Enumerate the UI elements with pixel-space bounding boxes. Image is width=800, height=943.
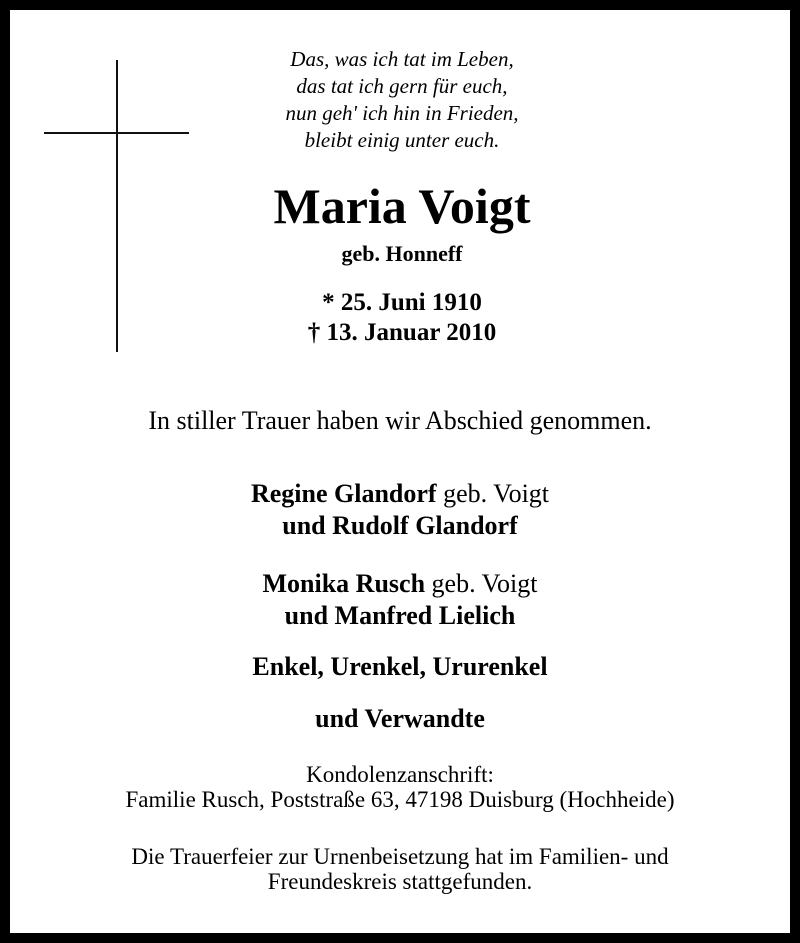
poem: [202, 46, 602, 154]
deceased-name: Maria Voigt: [273, 178, 531, 234]
death-date: † 13. Januar 2010: [307, 319, 497, 346]
family-line: [10, 568, 790, 600]
family-member-maiden-name: geb. Voigt: [443, 479, 550, 508]
poem-line: das tat ich gern für euch,: [296, 74, 508, 98]
relatives-line: und Verwandte: [315, 704, 485, 733]
cross-horizontal-beam: [44, 132, 189, 134]
family-line: [10, 478, 790, 510]
funeral-notice: [10, 844, 790, 894]
family-group-1: [10, 478, 790, 542]
family-member-maiden-name: geb. Voigt: [431, 569, 538, 598]
family-member-name: Monika Rusch: [262, 569, 426, 598]
condolence-label: Kondolenzanschrift:: [306, 762, 494, 787]
condolence-address: Familie Rusch, Poststraße 63, 47198 Duisburg (Hochheide): [125, 787, 675, 812]
poem-line: nun geh' ich hin in Frieden,: [285, 101, 519, 125]
family-partner: und Manfred Lielich: [284, 601, 516, 630]
birth-date: * 25. Juni 1910: [322, 289, 482, 316]
life-dates: [202, 288, 602, 348]
poem-line: Das, was ich tat im Leben,: [290, 47, 514, 71]
condolence-address-block: [10, 762, 790, 812]
obituary-card: [10, 10, 790, 933]
mourning-statement: In stiller Trauer haben wir Abschied genommen.: [148, 406, 652, 435]
birth-name: geb. Honneff: [341, 241, 463, 266]
notice-line: Die Trauerfeier zur Urnenbeisetzung hat im Familien- und: [131, 844, 669, 869]
family-group-2: [10, 568, 790, 632]
poem-line: bleibt einig unter euch.: [304, 128, 500, 152]
family-partner: und Rudolf Glandorf: [282, 511, 518, 540]
family-member-name: Regine Glandorf: [250, 479, 437, 508]
grandchildren-line: Enkel, Urenkel, Ururenkel: [252, 652, 548, 681]
notice-line: Freundeskreis stattgefunden.: [267, 869, 533, 894]
cross-vertical-beam: [116, 60, 118, 352]
